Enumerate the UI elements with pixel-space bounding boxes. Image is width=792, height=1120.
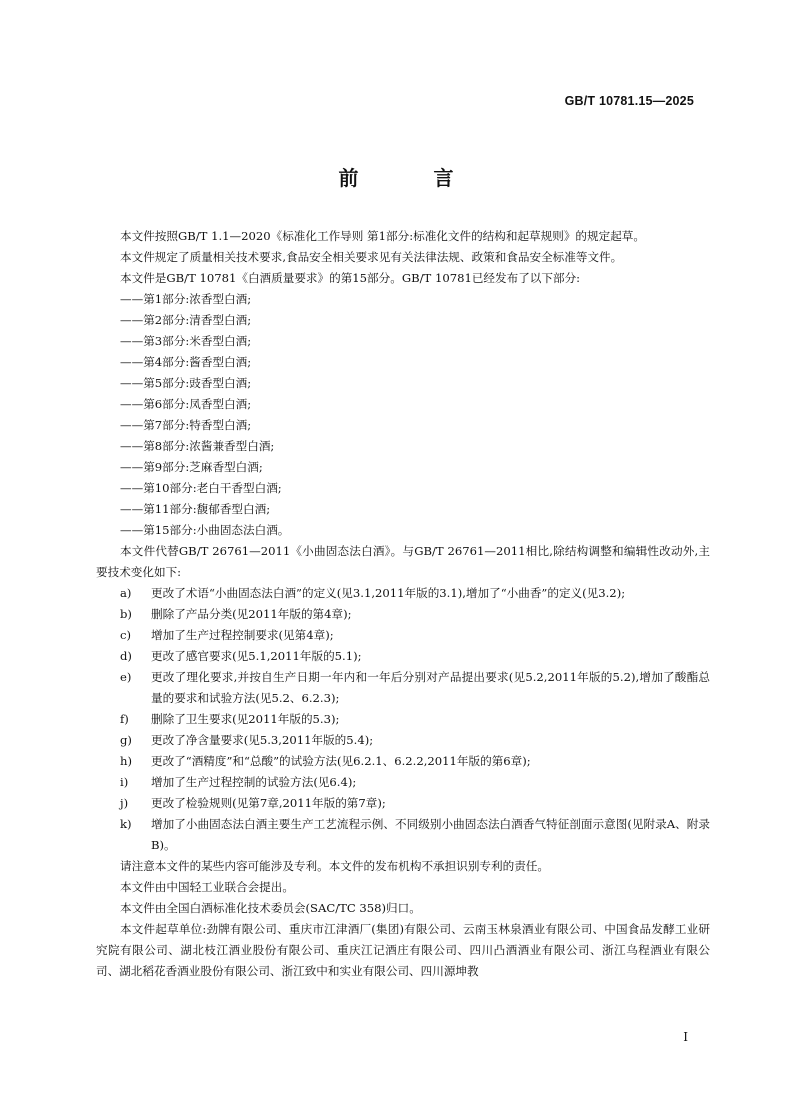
change-item	[96, 667, 710, 709]
change-item	[96, 793, 710, 814]
change-text: 更改了“酒精度”和“总酸”的试验方法(见6.2.1、6.2.2,2011年版的第6章);	[151, 754, 531, 768]
change-text: 更改了理化要求,并按自生产日期一年内和一年后分别对产品提出要求(见5.2,2011年版的5.2),增加了酸酯总量的要求和试验方法(见5.2、6.2.3);	[151, 670, 710, 705]
replace-paragraph: 本文件代替GB/T 26761—2011《小曲固态法白酒》。与GB/T 26761—2011相比,除结构调整和编辑性改动外,主要技术变化如下:	[96, 544, 710, 579]
change-label: h)	[120, 754, 132, 768]
change-label: f)	[120, 712, 129, 726]
change-item	[96, 583, 710, 604]
change-item	[96, 646, 710, 667]
change-label: d)	[120, 649, 132, 663]
change-text: 增加了生产过程控制的试验方法(见6.4);	[151, 775, 357, 789]
part-list-item: ——第7部分:特香型白酒;	[120, 418, 252, 432]
drafting-units-paragraph: 本文件起草单位:劲牌有限公司、重庆市江津酒厂(集团)有限公司、云南玉林泉酒业有限公司、中国食品发酵工业研究院有限公司、湖北枝江酒业股份有限公司、重庆江记酒庄有限公司、四川凸酒酒业有限公司、浙江乌程酒业有限公司、湖北稻花香酒业股份有限公司、浙江致中和实业有限公司、四川源坤教	[96, 922, 710, 978]
change-text: 删除了卫生要求(见2011年版的5.3);	[151, 712, 340, 726]
intro-paragraph: 本文件规定了质量相关技术要求,食品安全相关要求见有关法律法规、政策和食品安全标准等文件。	[120, 250, 623, 264]
change-text: 更改了检验规则(见第7章,2011年版的第7章);	[151, 796, 386, 810]
change-item	[96, 625, 710, 646]
change-label: i)	[120, 775, 129, 789]
part-list-item: ——第1部分:浓香型白酒;	[120, 292, 252, 306]
patent-notice: 请注意本文件的某些内容可能涉及专利。本文件的发布机构不承担识别专利的责任。	[120, 859, 549, 873]
document-body	[96, 226, 710, 982]
intro-paragraph: 本文件是GB/T 10781《白酒质量要求》的第15部分。GB/T 10781已经发布了以下部分:	[120, 271, 581, 285]
part-list-item: ——第2部分:清香型白酒;	[120, 313, 252, 327]
change-label: j)	[120, 796, 129, 810]
change-label: k)	[120, 817, 132, 831]
part-list-item: ——第8部分:浓酱兼香型白酒;	[120, 439, 275, 453]
change-item	[96, 709, 710, 730]
part-list-item: ——第3部分:米香型白酒;	[120, 334, 252, 348]
change-item	[96, 730, 710, 751]
standard-number: GB/T 10781.15—2025	[564, 94, 694, 108]
part-list-item: ——第11部分:馥郁香型白酒;	[120, 502, 271, 516]
change-item	[96, 814, 710, 856]
change-label: e)	[120, 670, 132, 684]
change-label: c)	[120, 628, 132, 642]
change-text: 更改了感官要求(见5.1,2011年版的5.1);	[151, 649, 362, 663]
change-text: 更改了净含量要求(见5.3,2011年版的5.4);	[151, 733, 374, 747]
part-list-item: ——第15部分:小曲固态法白酒。	[120, 523, 290, 537]
change-text: 更改了术语“小曲固态法白酒”的定义(见3.1,2011年版的3.1),增加了“小曲香”的定义(见3.2);	[151, 586, 626, 600]
page-number: I	[683, 1030, 688, 1044]
change-item	[96, 772, 710, 793]
change-text: 增加了生产过程控制要求(见第4章);	[151, 628, 334, 642]
change-item	[96, 604, 710, 625]
change-label: g)	[120, 733, 132, 747]
committee-paragraph: 本文件由全国白酒标准化技术委员会(SAC/TC 358)归口。	[120, 901, 421, 915]
change-label: a)	[120, 586, 132, 600]
part-list-item: ——第9部分:芝麻香型白酒;	[120, 460, 263, 474]
part-list-item: ——第6部分:凤香型白酒;	[120, 397, 252, 411]
page-title: 前 言	[338, 166, 488, 190]
change-item	[96, 751, 710, 772]
proposer-paragraph: 本文件由中国轻工业联合会提出。	[120, 880, 294, 894]
change-label: b)	[120, 607, 132, 621]
intro-paragraph: 本文件按照GB/T 1.1—2020《标准化工作导则 第1部分:标准化文件的结构和起草规则》的规定起草。	[120, 229, 645, 243]
part-list-item: ——第4部分:酱香型白酒;	[120, 355, 252, 369]
change-text: 增加了小曲固态法白酒主要生产工艺流程示例、不同级别小曲固态法白酒香气特征剖面示意图(见附录A、附录B)。	[151, 817, 710, 852]
part-list-item: ——第10部分:老白干香型白酒;	[120, 481, 282, 495]
change-text: 删除了产品分类(见2011年版的第4章);	[151, 607, 352, 621]
part-list-item: ——第5部分:豉香型白酒;	[120, 376, 252, 390]
